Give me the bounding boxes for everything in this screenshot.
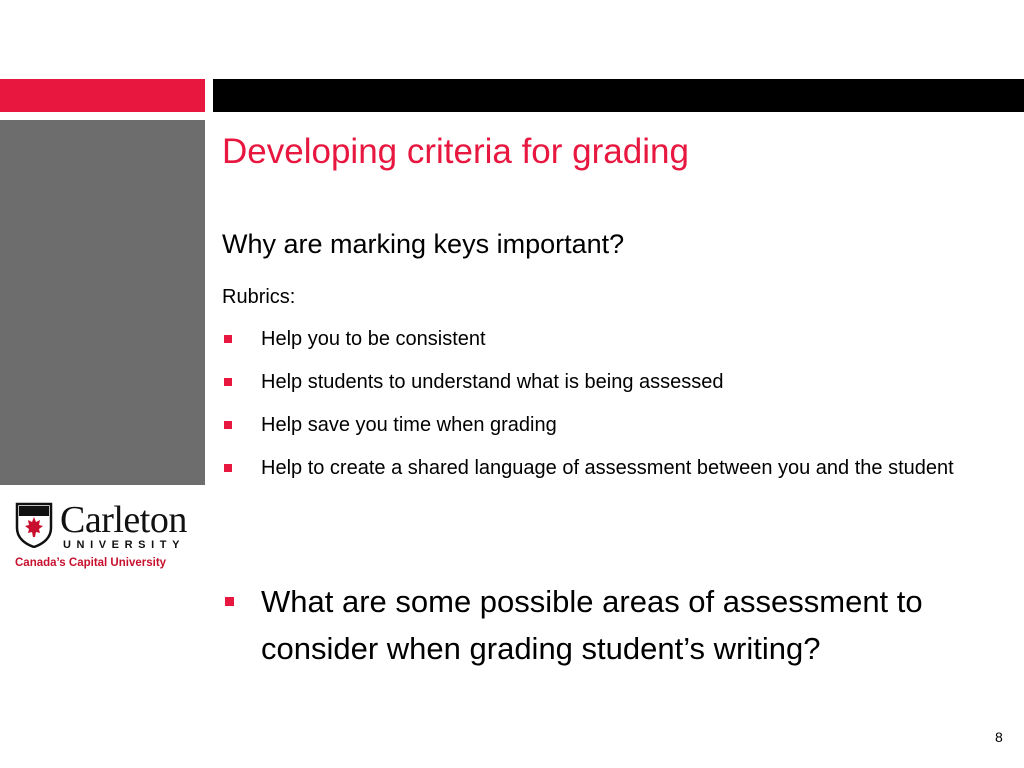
- crest-icon: [15, 502, 53, 548]
- slide-subtitle: Why are marking keys important?: [222, 229, 625, 259]
- logo-tagline: Canada’s Capital University: [15, 557, 167, 569]
- bullet-square-icon: [224, 421, 232, 429]
- side-gray-panel: [0, 120, 205, 485]
- question-text: What are some possible areas of assessment to consider when grading student’s writing?: [261, 584, 923, 666]
- top-red-bar: [0, 79, 205, 112]
- slide-title: Developing criteria for grading: [222, 132, 689, 171]
- bullet-text: Help you to be consistent: [261, 328, 486, 350]
- bullet-text: Help save you time when grading: [261, 414, 557, 436]
- bullet-text: Help students to understand what is being assessed: [261, 371, 724, 393]
- top-black-bar: [213, 79, 1024, 112]
- logo-university: UNIVERSITY: [63, 539, 186, 551]
- carleton-logo: [13, 498, 193, 578]
- bullet-square-icon: [224, 335, 232, 343]
- page-number: 8: [995, 729, 1003, 745]
- bullet-square-icon: [224, 464, 232, 472]
- bullet-text: Help to create a shared language of assessment between you and the student: [261, 457, 954, 479]
- logo-name: Carleton: [60, 499, 187, 541]
- rubrics-label: Rubrics:: [222, 286, 296, 308]
- bullet-square-icon: [225, 597, 234, 606]
- bullet-square-icon: [224, 378, 232, 386]
